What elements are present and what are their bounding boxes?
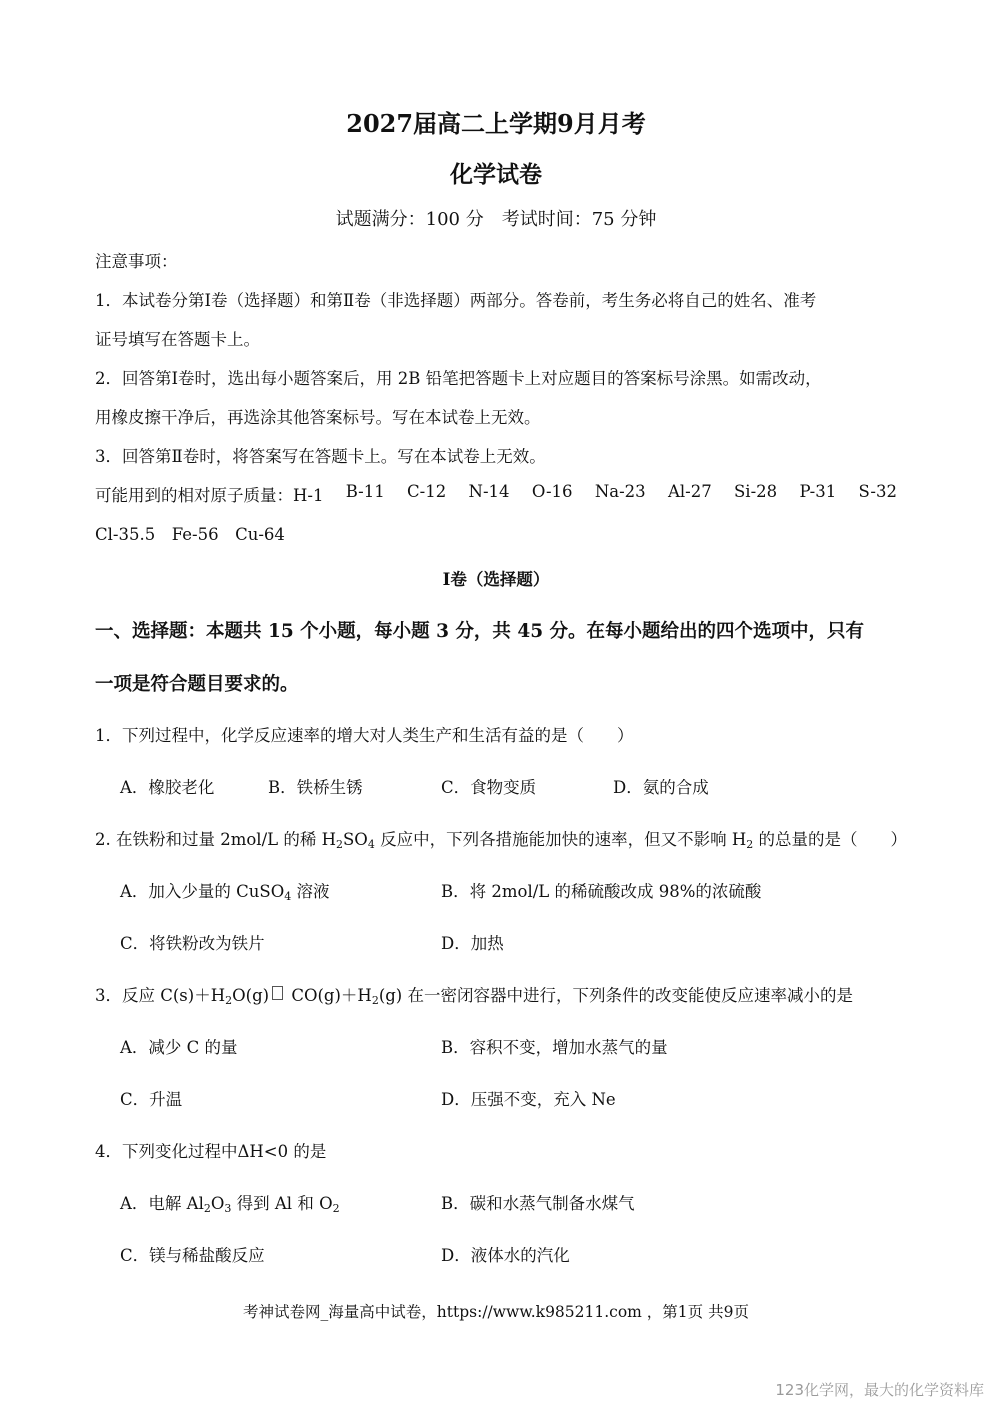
atomic-mass-item: B-11 (345, 482, 385, 501)
note-1-line-1: 1．本试卷分第Ⅰ卷（选择题）和第Ⅱ卷（非选择题）两部分。答卷前，考生务必将自己的姓名、准考 (95, 291, 817, 310)
question-4-option-d: D．液体水的汽化 (441, 1246, 570, 1265)
question-3-option-c: C．升温 (120, 1090, 183, 1109)
note-1-line-2: 证号填写在答题卡上。 (95, 330, 260, 349)
subscript: 4 (367, 838, 375, 851)
page-footer: 考神试卷网_海量高中试卷，https://www.k985211.com ，第1页 共9页 (243, 1303, 749, 1321)
section-instruction-line-1: 一、选择题：本题共 15 个小题，每小题 3 分，共 45 分。在每小题给出的四个选项中，只有 (95, 621, 865, 642)
section-instruction-line-2: 一项是符合题目要求的。 (95, 674, 299, 695)
question-1-option-a: A．橡胶老化 (120, 778, 215, 797)
stem-text: CO(g)＋H (286, 986, 372, 1005)
atomic-mass-item: O-16 (531, 482, 573, 501)
question-3-option-b: B．容积不变，增加水蒸气的量 (441, 1038, 668, 1057)
question-1-option-c: C．食物变质 (441, 778, 537, 797)
subscript: 2 (335, 838, 343, 851)
stem-text: 3．反应 C(s)＋H (95, 986, 226, 1005)
stem-text: 2. 在铁粉和过量 2mol/L 的稀 H (95, 830, 336, 849)
note-2-line-2: 用橡皮擦干净后，再选涂其他答案标号。写在本试卷上无效。 (95, 408, 541, 427)
question-2-option-a (120, 878, 330, 903)
note-2-line-1: 2．回答第Ⅰ卷时，选出每小题答案后，用 2B 铅笔把答题卡上对应题目的答案标号涂黑。如需改动， (95, 369, 822, 388)
atomic-mass-label: 可能用到的相对原子质量：H-1 (95, 486, 324, 505)
option-text: O (210, 1194, 225, 1213)
question-1-stem: 1．下列过程中，化学反应速率的增大对人类生产和生活有益的是（ ） (95, 726, 634, 745)
subscript: 2 (332, 1202, 340, 1215)
note-3: 3．回答第Ⅱ卷时，将答案写在答题卡上。写在本试卷上无效。 (95, 447, 546, 466)
question-2-stem (95, 826, 907, 851)
option-text: 得到 Al 和 O (231, 1194, 333, 1213)
atomic-mass-item: P-31 (799, 482, 837, 501)
stem-text: 的总量的是（ ） (753, 830, 907, 849)
subscript: 2 (203, 1202, 211, 1215)
option-text: A．电解 Al (120, 1194, 204, 1213)
subscript: 2 (371, 994, 379, 1007)
watermark: 123化学网，最大的化学资料库 (775, 1381, 984, 1399)
atomic-mass-line (95, 482, 897, 506)
atomic-mass-item: S-32 (858, 482, 897, 501)
question-3-stem (95, 982, 853, 1007)
question-3-option-a: A．减少 C 的量 (120, 1038, 238, 1057)
question-2-option-d: D．加热 (441, 934, 504, 953)
option-text: 溶液 (291, 882, 330, 901)
atomic-mass-item: Al-27 (667, 482, 712, 501)
stem-text: O(g) (232, 986, 270, 1005)
question-1-option-b: B．铁桥生锈 (268, 778, 363, 797)
stem-text: SO (342, 830, 368, 849)
atomic-mass-line-2: Cl-35.5 Fe-56 Cu-64 (95, 525, 285, 544)
option-text: A．加入少量的 CuSO (120, 882, 285, 901)
question-1-option-d: D．氨的合成 (613, 778, 709, 797)
atomic-mass-item: Si-28 (734, 482, 778, 501)
subscript: 4 (284, 890, 292, 903)
subscript: 3 (224, 1202, 232, 1215)
subject-title: 化学试卷 (450, 161, 542, 188)
question-3-option-d: D．压强不变，充入 Ne (441, 1090, 616, 1109)
exam-title: 2027届高二上学期9月月考 (346, 109, 646, 138)
subscript: 2 (225, 994, 233, 1007)
question-4-option-a (120, 1190, 340, 1215)
section-title: Ⅰ卷（选择题） (442, 570, 550, 589)
atomic-mass-item: N-14 (468, 482, 510, 501)
question-2-option-c: C．将铁粉改为铁片 (120, 934, 265, 953)
stem-text: 反应中，下列各措施能加快的速率，但又不影响 H (374, 830, 747, 849)
question-4-option-b: B．碳和水蒸气制备水煤气 (441, 1194, 635, 1213)
question-4-option-c: C．镁与稀盐酸反应 (120, 1246, 265, 1265)
question-4-stem: 4．下列变化过程中ΔH<0 的是 (95, 1142, 327, 1161)
subscript: 2 (746, 838, 754, 851)
question-2-option-b: B．将 2mol/L 的稀硫酸改成 98%的浓硫酸 (441, 882, 762, 901)
stem-text: (g) 在一密闭容器中进行，下列条件的改变能使反应速率减小的是 (378, 986, 853, 1005)
atomic-mass-item: C-12 (407, 482, 447, 501)
exam-info: 试题满分：100 分 考试时间：75 分钟 (335, 209, 657, 230)
notes-heading: 注意事项： (95, 252, 178, 271)
reversible-arrow-icon (272, 986, 283, 1000)
atomic-mass-item: Na-23 (594, 482, 646, 501)
